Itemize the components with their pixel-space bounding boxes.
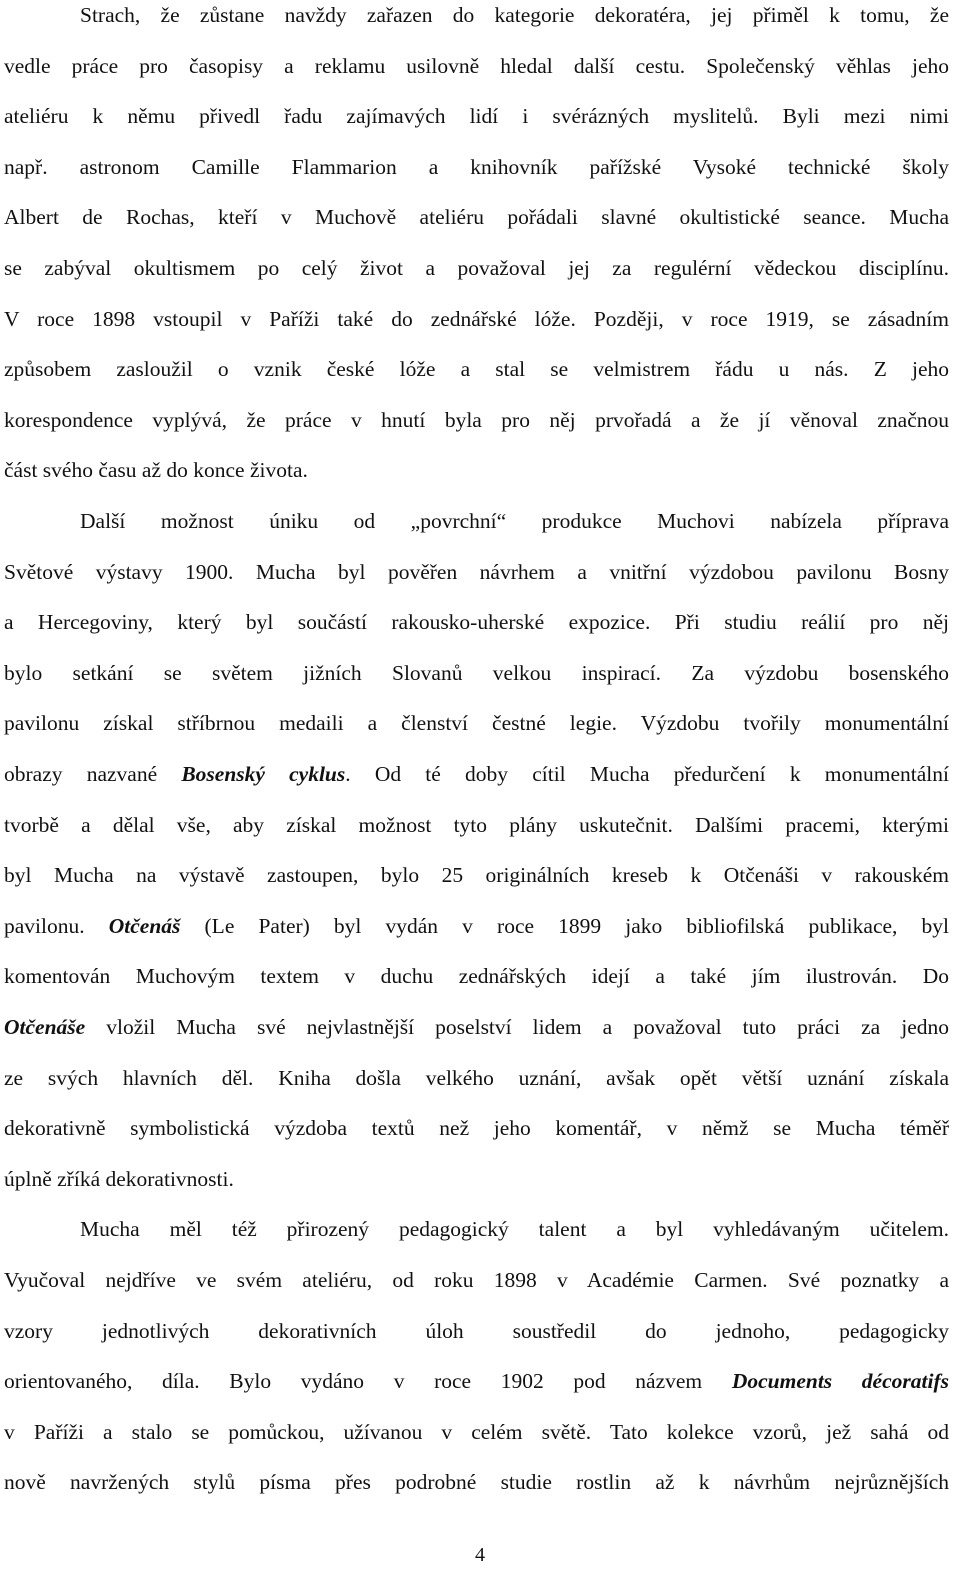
text-line: Světové výstavy 1900. Mucha byl pověřen návrhem a vnitřní výzdobou pavilonu Bosny bbox=[4, 559, 949, 584]
line-text: orientovaného, díla. Bylo vydáno v roce 1902 pod názvem bbox=[4, 1369, 732, 1394]
text-line: vzory jednotlivých dekorativních úloh soustředil do jednoho, pedagogicky bbox=[4, 1318, 949, 1343]
text-line: Strach, že zůstane navždy zařazen do kategorie dekoratéra, jej přiměl k tomu, že bbox=[80, 3, 949, 27]
emphasized-title: Otčenáše bbox=[4, 1015, 86, 1039]
emphasized-title: Bosenský cyklus bbox=[181, 762, 346, 786]
text-line: Mucha měl též přirozený pedagogický talent a byl vyhledávaným učitelem. bbox=[80, 1217, 949, 1242]
text-line: pavilonu získal stříbrnou medaili a členství čestné legie. Výzdobu tvořily monumentální bbox=[4, 711, 949, 736]
emphasized-title: Documents décoratifs bbox=[731, 1369, 949, 1394]
text-line bbox=[4, 913, 949, 939]
text-line: Vyučoval nejdříve ve svém ateliéru, od roku 1898 v Académie Carmen. Své poznatky a bbox=[4, 1268, 949, 1292]
text-line: v Paříži a stalo se pomůckou, užívanou v celém světě. Tato kolekce vzorů, jež sahá od bbox=[4, 1419, 949, 1444]
text-line: se zabýval okultismem po celý život a považoval jej za regulérní vědeckou disciplínu. bbox=[4, 256, 949, 280]
text-line: např. astronom Camille Flammarion a knihovník pařížské Vysoké technické školy bbox=[4, 154, 949, 179]
text-line bbox=[4, 761, 949, 787]
text-line: nově navržených stylů písma přes podrobné studie rostlin až k návrhům nejrůznějších bbox=[4, 1470, 949, 1495]
text-line: korespondence vyplývá, že práce v hnutí byla pro něj prvořadá a že jí věnoval značnou bbox=[4, 407, 949, 432]
text-line: komentován Muchovým textem v duchu zednářských idejí a také jím ilustrován. Do bbox=[4, 964, 949, 989]
text-line: tvorbě a dělal vše, aby získal možnost tyto plány uskutečnit. Dalšími pracemi, kterými bbox=[4, 812, 949, 837]
line-text: obrazy nazvané bbox=[4, 762, 182, 786]
text-line: bylo setkání se světem jižních Slovanů velkou inspirací. Za výzdobu bosenského bbox=[4, 660, 949, 685]
text-line: byl Mucha na výstavě zastoupen, bylo 25 originálních kreseb k Otčenáši v rakouském bbox=[4, 863, 949, 888]
emphasized-title: Otčenáš bbox=[108, 913, 181, 938]
text-line: dekorativně symbolistická výzdoba textů než jeho komentář, v němž se Mucha téměř bbox=[4, 1116, 949, 1141]
text-line: a Hercegoviny, který byl součástí rakousko-uherské expozice. Při studiu reálií pro něj bbox=[4, 610, 949, 635]
text-line: ateliéru k němu přivedl řadu zajímavých lidí i svérázných myslitelů. Byli mezi nimi bbox=[4, 104, 949, 129]
text-line: ze svých hlavních děl. Kniha došla velkého uznání, avšak opět větší uznání získala bbox=[4, 1065, 949, 1090]
text-line: část svého času až do konce života. bbox=[4, 458, 308, 483]
text-line bbox=[4, 1014, 949, 1040]
line-text: vložil Mucha své nejvlastnější poselství lidem a považoval tuto práci za jedno bbox=[85, 1015, 949, 1039]
text-line: způsobem zasloužil o vznik české lóže a stal se velmistrem řádu u nás. Z jeho bbox=[4, 357, 949, 382]
text-line: Albert de Rochas, kteří v Muchově ateliéru pořádali slavné okultistické seance. Mucha bbox=[4, 205, 949, 230]
line-text: . Od té doby cítil Mucha předurčení k monumentální bbox=[345, 762, 950, 786]
page-number: 4 bbox=[475, 1544, 485, 1566]
line-text: (Le Pater) byl vydán v roce 1899 jako bibliofilská publikace, byl bbox=[180, 913, 949, 938]
text-line bbox=[4, 1368, 949, 1394]
text-line: V roce 1898 vstoupil v Paříži také do zednářské lóže. Později, v roce 1919, se zásadním bbox=[4, 306, 949, 331]
text-line: úplně zříká dekorativnosti. bbox=[4, 1166, 234, 1191]
text-line: vedle práce pro časopisy a reklamu usilovně hledal další cestu. Společenský věhlas jeho bbox=[4, 53, 949, 78]
line-text: pavilonu. bbox=[4, 913, 109, 938]
text-line: Další možnost úniku od „povrchní“ produkce Muchovi nabízela příprava bbox=[80, 509, 949, 533]
